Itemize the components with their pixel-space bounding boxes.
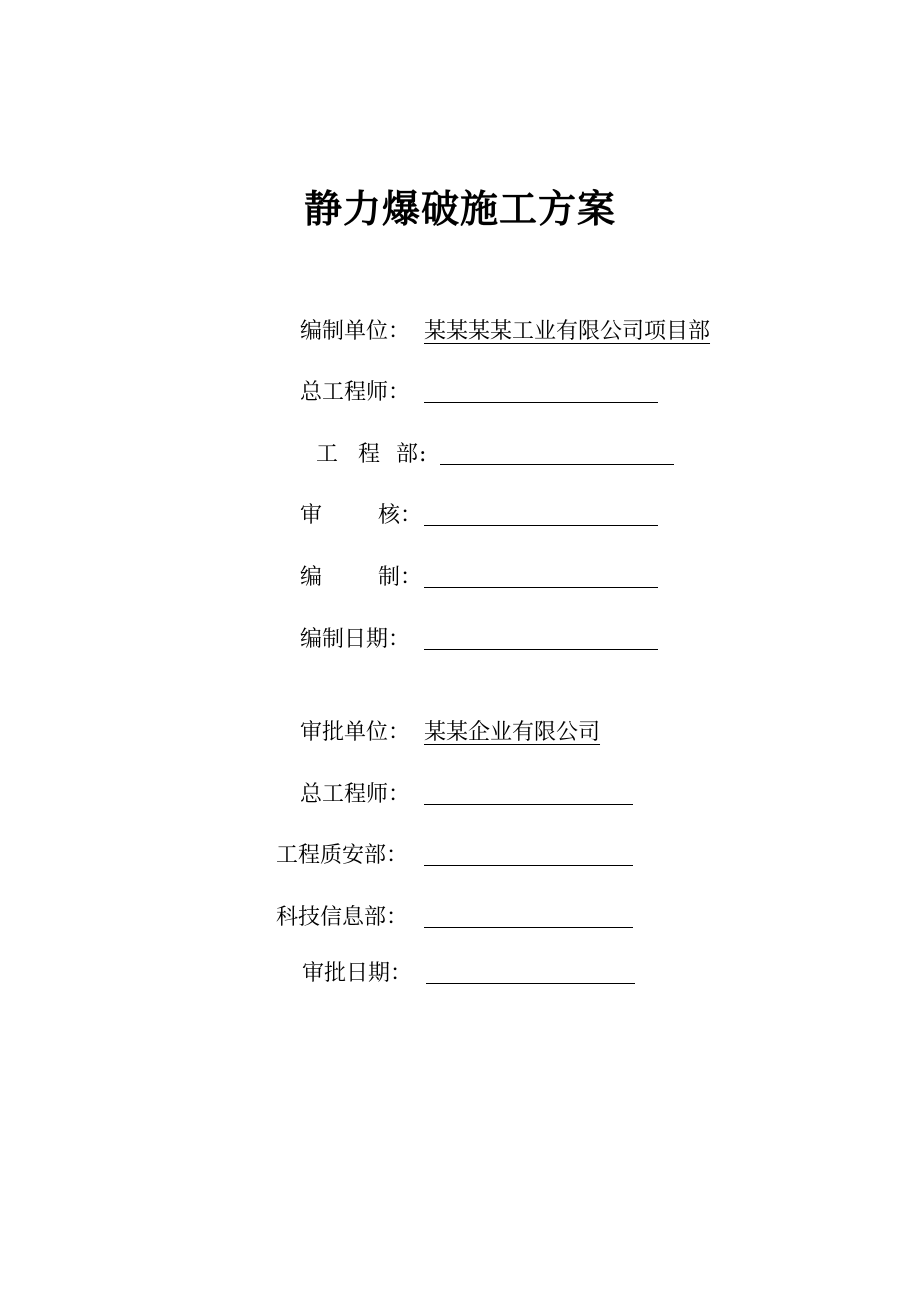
- approve-chief-engineer-blank: [424, 804, 633, 805]
- review-char-2: 核：: [378, 503, 423, 528]
- approve-unit-label: 审批单位：: [300, 720, 411, 745]
- compile-char-1: 编: [300, 565, 323, 590]
- approve-date-label: 审批日期：: [302, 961, 413, 986]
- document-title: 静力爆破施工方案: [303, 186, 616, 231]
- compile-unit-value: 某某某某工业有限公司项目部: [424, 319, 711, 344]
- compile-date-label: 编制日期：: [300, 627, 411, 652]
- approve-quality-safety-label: 工程质安部：: [276, 843, 409, 868]
- approve-quality-safety-blank: [424, 865, 633, 866]
- compile-date-blank: [424, 649, 658, 650]
- engineering-dept-char-1: 工: [316, 442, 339, 467]
- engineering-dept-char-3: 部: [396, 442, 419, 467]
- compile-review-blank: [424, 525, 658, 526]
- approve-chief-engineer-label: 总工程师：: [300, 782, 411, 807]
- compile-date-row: [300, 624, 660, 656]
- approve-date-row: [302, 958, 642, 990]
- compile-chief-engineer-blank: [424, 402, 658, 403]
- compile-char-2: 制：: [378, 565, 423, 590]
- approve-chief-engineer-row: [300, 779, 640, 811]
- compile-engineering-dept-blank: [440, 464, 674, 465]
- compile-compile-row: [300, 562, 660, 594]
- engineering-dept-char-2: 程: [358, 442, 381, 467]
- engineering-dept-colon: :: [419, 442, 427, 467]
- approve-date-blank: [426, 983, 635, 984]
- compile-unit-row: [300, 316, 760, 348]
- compile-review-row: [300, 500, 660, 532]
- review-char-1: 审: [300, 503, 323, 528]
- compile-engineering-dept-row: [316, 439, 676, 471]
- approve-tech-info-blank: [424, 927, 633, 928]
- approve-unit-value: 某某企业有限公司: [424, 720, 601, 745]
- approve-unit-row: [300, 717, 660, 749]
- approve-tech-info-row: [276, 902, 640, 934]
- approve-quality-safety-row: [276, 840, 640, 872]
- compile-unit-label: 编制单位：: [300, 319, 411, 344]
- compile-chief-engineer-row: [300, 377, 660, 409]
- compile-compile-blank: [424, 587, 658, 588]
- approve-tech-info-label: 科技信息部：: [276, 905, 409, 930]
- compile-chief-engineer-label: 总工程师：: [300, 380, 411, 405]
